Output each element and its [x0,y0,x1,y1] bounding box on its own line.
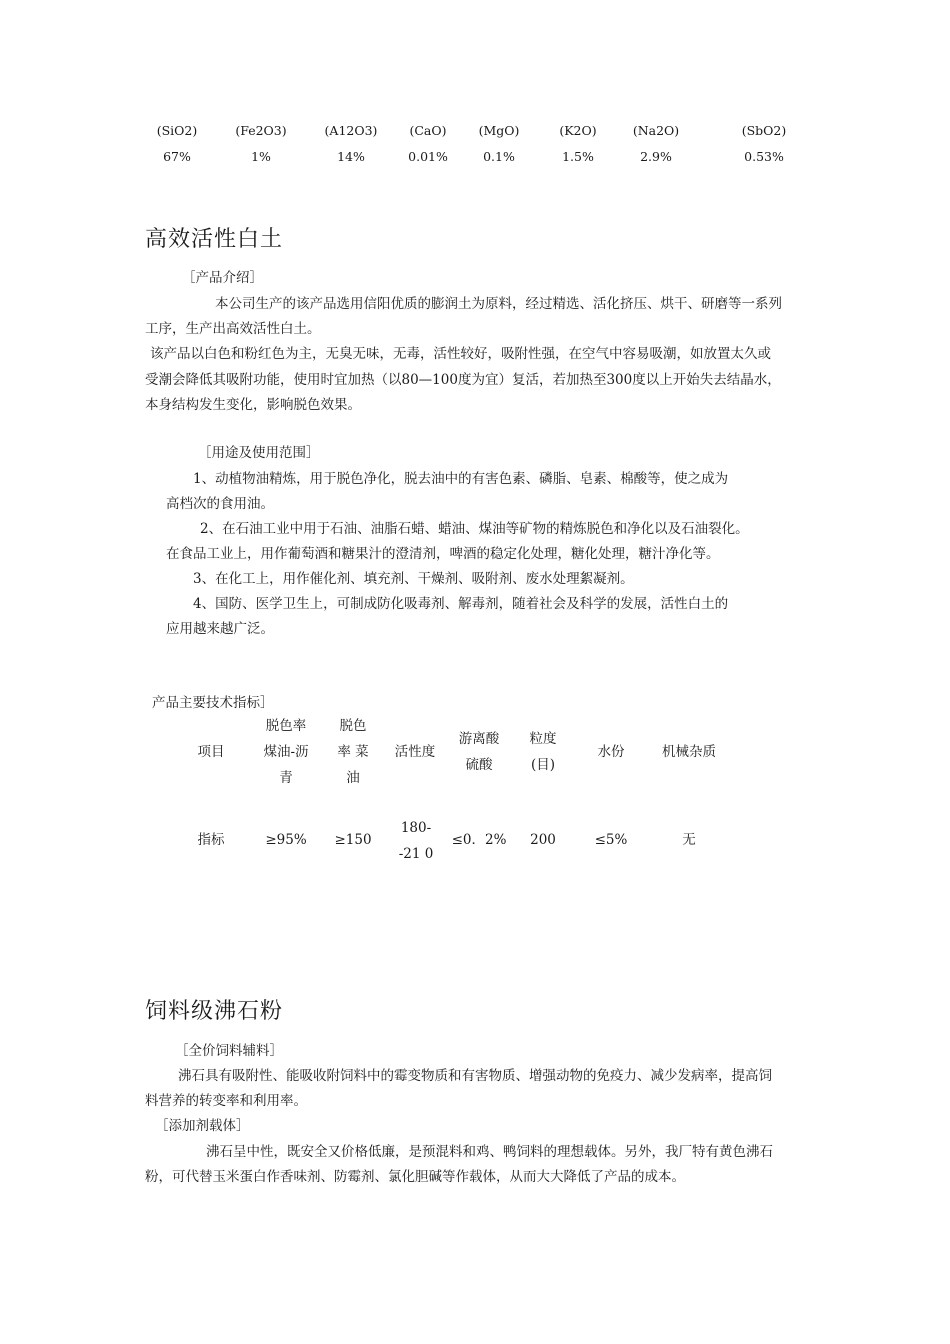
spec-header-decolor-rapeseed: 脱色 率 菜油 [337,718,369,786]
intro-p2-line1: 该产品以白色和粉红色为主，无臭无味，无毒，活性较好，吸附性强，在空气中容易吸潮，如放置太久或 [150,346,771,362]
carrier-heading: ［添加剂载体］ [155,1118,250,1134]
intro-p1-line2: 工序，生产出高效活性白土。 [145,321,321,337]
comp-value-mgo: 0.1% [483,149,515,164]
comp-value-cao: 0.01% [408,149,448,164]
spec-row-decolor-rapeseed: ≥150 [334,832,372,848]
usage-4-line2: 应用越来越广泛。 [166,621,274,637]
usage-3: 3、在化工上，用作催化剂、填充剂、干燥剂、吸附剂、废水处理絮凝剂。 [193,571,634,587]
spec-header-impurities: 机械杂质 [662,744,716,760]
feed-p2-line1: 沸石呈中性，既安全又价格低廉，是预混料和鸡、鸭饲料的理想载体。另外，我厂特有黄色沸石 [206,1144,773,1160]
spec-row-moisture: ≤5% [594,832,628,848]
section1-title: 高效活性白土 [145,227,284,252]
usage-2-line2: 在食品工业上，用作葡萄酒和糖果汁的澄清剂，啤酒的稳定化处理，糖化处理，糖汁净化等。 [166,546,720,562]
intro-p2-line2: 受潮会降低其吸附功能，使用时宜加热（以80—100度为宜）复活，若加热至300度以上开始失去结晶水， [145,372,781,388]
comp-value-fe2o3: 1% [251,149,271,164]
intro-heading: ［产品介绍］ [182,270,263,286]
feed-p1-line1: 沸石具有吸附性、能吸收附饲料中的霉变物质和有害物质、增强动物的免疫力、减少发病率，提高饲 [178,1068,772,1084]
comp-header-al2o3: (A12O3) [324,123,378,138]
comp-header-k2o: (K2O) [559,123,597,138]
comp-value-k2o: 1.5% [562,149,594,164]
spec-header-item: 项目 [197,744,225,760]
spec-header-activity: 活性度 [394,744,436,760]
comp-value-na2o: 2.9% [640,149,672,164]
usage-2-line1: 2、在石油工业中用于石油、油脂石蜡、蜡油、煤油等矿物的精炼脱色和净化以及石油裂化。 [200,521,749,537]
feed-additive-heading: ［全价饲料辅料］ [175,1043,283,1059]
spec-row-impurities: 无 [682,832,696,848]
spec-heading: 产品主要技术指标］ [152,695,274,711]
usage-1-line1: 1、动植物油精炼，用于脱色净化，脱去油中的有害色素、磷脂、皂素、棉酸等，使之成为 [193,471,729,487]
spec-row-free-acid: ≤0．2% [451,832,507,848]
comp-value-al2o3: 14% [337,149,365,164]
intro-p2-line3: 本身结构发生变化，影响脱色效果。 [145,397,361,413]
usage-heading: ［用途及使用范围］ [198,445,320,461]
spec-header-decolor-kerosene: 脱色率 煤油-沥 青 [263,718,309,786]
comp-header-sbo2: (SbO2) [741,123,787,138]
feed-p1-line2: 料营养的转变率和利用率。 [145,1093,307,1109]
comp-header-sio2: (SiO2) [156,123,198,138]
spec-row-particle-size: 200 [530,832,556,848]
intro-p1-line1: 本公司生产的该产品选用信阳优质的膨润土为原料，经过精选、活化挤压、烘干、研磨等一系列 [215,296,782,312]
comp-header-na2o: (Na2O) [632,123,680,138]
comp-header-cao: (CaO) [409,123,447,138]
spec-row-decolor-kerosene: ≥95% [265,832,307,848]
spec-row-activity: 180--21 0 [398,820,434,862]
spec-header-moisture: 水份 [597,744,625,760]
spec-header-particle-size: 粒度 (目) [529,731,557,773]
spec-row-label: 指标 [197,832,225,848]
comp-header-fe2o3: (Fe2O3) [235,123,287,138]
usage-1-line2: 高档次的食用油。 [166,496,274,512]
section2-title: 饲料级沸石粉 [145,999,284,1024]
comp-header-mgo: (MgO) [478,123,520,138]
usage-4-line1: 4、国防、医学卫生上，可制成防化吸毒剂、解毒剂，随着社会及科学的发展，活性白土的 [193,596,729,612]
feed-p2-line2: 粉，可代替玉米蛋白作香味剂、防霉剂、氯化胆碱等作载体，从而大大降低了产品的成本。 [145,1169,685,1185]
comp-value-sbo2: 0.53% [744,149,784,164]
comp-value-sio2: 67% [163,149,191,164]
spec-header-free-acid: 游离酸 硫酸 [458,731,500,773]
